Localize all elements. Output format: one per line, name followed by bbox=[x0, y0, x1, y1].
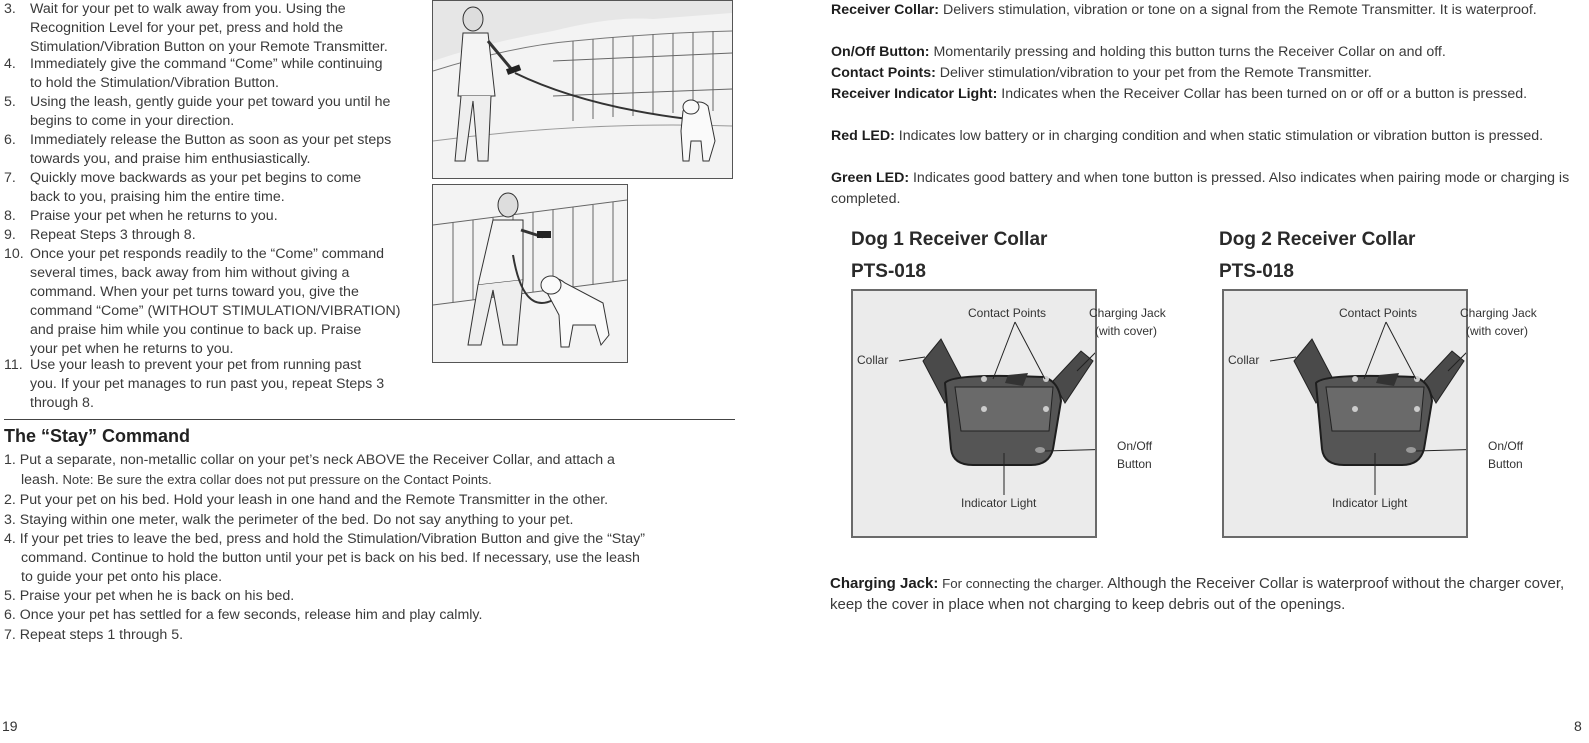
stay-step-line: 4. If your pet tries to leave the bed, press and hold the Stimulation/Vibration Button and give the “Stay” bbox=[4, 531, 645, 547]
step-line: through 8. bbox=[30, 395, 94, 411]
definition-text: Momentarily pressing and holding this button turns the Receiver Collar on and off. bbox=[929, 44, 1446, 60]
step-line: Immediately give the command “Come” while continuing bbox=[30, 56, 383, 72]
step-number: 3. bbox=[4, 1, 16, 17]
stay-step-line: 7. Repeat steps 1 through 5. bbox=[4, 627, 184, 643]
stay-command-heading: The “Stay” Command bbox=[4, 426, 191, 446]
stay-step bbox=[4, 530, 734, 587]
collar-label: Collar bbox=[1228, 353, 1260, 367]
step-number: 8. bbox=[4, 208, 16, 224]
collar-2-model: PTS-018 bbox=[1219, 261, 1294, 282]
definition-item bbox=[831, 126, 1571, 147]
step-line: Stimulation/Vibration Button on your Remote Transmitter. bbox=[30, 39, 388, 55]
on-off-label: On/Off bbox=[1117, 439, 1153, 453]
charging-jack-text: Although the Receiver Collar is waterproof without the charger cover, keep the cover in place when not charging to keep debris out of the openings. bbox=[830, 575, 1565, 613]
page-number-left: 19 bbox=[2, 718, 18, 734]
indicator-light-label: Indicator Light bbox=[961, 496, 1037, 510]
step-item bbox=[4, 131, 391, 169]
step-item bbox=[4, 245, 400, 359]
collar-1-diagram bbox=[851, 289, 1166, 538]
definition-item bbox=[831, 84, 1571, 105]
definition-text: Delivers stimulation, vibration or tone on a signal from the Remote Transmitter. It is waterproof. bbox=[939, 2, 1537, 18]
definition-term: Receiver Indicator Light: bbox=[831, 86, 998, 102]
step-number: 5. bbox=[4, 94, 16, 110]
step-number: 10. bbox=[4, 246, 24, 262]
stay-step-line: 3. Staying within one meter, walk the perimeter of the bed. Do not say anything to your pet. bbox=[4, 512, 574, 528]
illustration-man-praising-dog bbox=[432, 184, 628, 363]
stay-step bbox=[4, 511, 734, 530]
step-number: 9. bbox=[4, 227, 16, 243]
step-line: Once your pet responds readily to the “Come” command bbox=[30, 246, 385, 262]
charging-jack-paragraph bbox=[830, 573, 1570, 615]
step-line: Praise your pet when he returns to you. bbox=[30, 208, 278, 224]
step-line: your pet when he returns to you. bbox=[30, 341, 234, 357]
charging-jack-sub-label: (with cover) bbox=[1095, 324, 1158, 338]
stay-step bbox=[4, 606, 734, 625]
step-line: several times, back away from him without giving a bbox=[30, 265, 350, 281]
charging-jack-sub-label: (with cover) bbox=[1466, 324, 1529, 338]
definition-text: Indicates good battery and when tone button is pressed. Also indicates when pairing mode or charging is completed. bbox=[831, 170, 1570, 207]
step-line: Quickly move backwards as your pet begins to come bbox=[30, 170, 362, 186]
step-number: 11. bbox=[4, 357, 23, 373]
illustration-man-walking-dog bbox=[432, 0, 733, 179]
on-off-label: On/Off bbox=[1488, 439, 1524, 453]
step-number: 7. bbox=[4, 170, 16, 186]
step-line: and praise him while you continue to back up. Praise bbox=[30, 322, 362, 338]
collar-2-title: Dog 2 Receiver Collar bbox=[1219, 229, 1416, 250]
step-line: Wait for your pet to walk away from you. Using the bbox=[30, 1, 346, 17]
definition-text: Deliver stimulation/vibration to your pet from the Remote Transmitter. bbox=[935, 65, 1372, 81]
indicator-light-label: Indicator Light bbox=[1332, 496, 1408, 510]
step-item bbox=[4, 356, 384, 413]
definition-term: Red LED: bbox=[831, 128, 895, 144]
step-item bbox=[4, 0, 388, 57]
collar-1-model: PTS-018 bbox=[851, 261, 926, 282]
page-number-right: 8 bbox=[1574, 718, 1582, 734]
definition-term: On/Off Button: bbox=[831, 44, 930, 60]
collar-1-title: Dog 1 Receiver Collar bbox=[851, 229, 1048, 250]
step-item bbox=[4, 207, 278, 226]
step-line: Recognition Level for your pet, press and hold the bbox=[30, 20, 344, 36]
stay-step-line: command. Continue to hold the button until your pet is back on his bed. If necessary, use the leash bbox=[21, 550, 640, 566]
step-line: command “Come” (WITHOUT STIMULATION/VIBRATION) bbox=[30, 303, 401, 319]
step-line: Immediately release the Button as soon as your pet steps bbox=[30, 132, 392, 148]
collar-label: Collar bbox=[857, 353, 889, 367]
step-line: you. If your pet manages to run past you, repeat Steps 3 bbox=[30, 376, 385, 392]
step-line: Repeat Steps 3 through 8. bbox=[30, 227, 196, 243]
stay-step-line: leash. bbox=[21, 472, 59, 488]
stay-note: Note: Be sure the extra collar does not put pressure on the Contact Points. bbox=[58, 472, 492, 487]
definition-term: Contact Points: bbox=[831, 65, 936, 81]
step-line: Using the leash, gently guide your pet toward you until he bbox=[30, 94, 391, 110]
stay-step-line: 5. Praise your pet when he is back on his bed. bbox=[4, 588, 295, 604]
definition-item bbox=[831, 168, 1571, 210]
step-item bbox=[4, 93, 390, 131]
step-line: begins to come in your direction. bbox=[30, 113, 235, 129]
charging-jack-short: For connecting the charger. bbox=[938, 576, 1104, 591]
step-line: back to you, praising him the entire time. bbox=[30, 189, 285, 205]
definition-item bbox=[831, 42, 1571, 63]
step-number: 4. bbox=[4, 56, 16, 72]
charging-jack-term: Charging Jack: bbox=[830, 575, 939, 592]
definition-text: Indicates low battery or in charging condition and when static stimulation or vibration button is pressed. bbox=[894, 128, 1544, 144]
on-off-sub-label: Button bbox=[1117, 457, 1152, 471]
section-divider bbox=[4, 419, 735, 420]
step-line: Use your leash to prevent your pet from running past bbox=[30, 357, 362, 373]
charging-jack-label: Charging Jack bbox=[1089, 306, 1166, 320]
step-line: command. When your pet turns toward you, give the bbox=[30, 284, 359, 300]
definition-term: Receiver Collar: bbox=[831, 2, 940, 18]
stay-step-continuation bbox=[4, 470, 734, 490]
on-off-sub-label: Button bbox=[1488, 457, 1523, 471]
stay-step-line: 2. Put your pet on his bed. Hold your leash in one hand and the Remote Transmitter in the other. bbox=[4, 492, 609, 508]
stay-step bbox=[4, 587, 734, 606]
contact-points-label: Contact Points bbox=[968, 306, 1047, 320]
contact-points-label: Contact Points bbox=[1339, 306, 1418, 320]
step-line: towards you, and praise him enthusiastically. bbox=[30, 151, 311, 167]
step-number: 6. bbox=[4, 132, 16, 148]
stay-step-line: 1. Put a separate, non-metallic collar on your pet’s neck ABOVE the Receiver Collar, and attach a bbox=[4, 452, 615, 468]
step-line: to hold the Stimulation/Vibration Button. bbox=[30, 75, 279, 91]
definition-text: Indicates when the Receiver Collar has been turned on or off or a button is pressed. bbox=[997, 86, 1528, 102]
definition-item bbox=[831, 0, 1571, 21]
stay-step bbox=[4, 491, 734, 510]
step-item bbox=[4, 226, 196, 245]
stay-step bbox=[4, 626, 734, 645]
step-item bbox=[4, 169, 361, 207]
stay-step-line: 6. Once your pet has settled for a few seconds, release him and play calmly. bbox=[4, 607, 483, 623]
stay-step bbox=[4, 451, 734, 490]
collar-2-diagram bbox=[1222, 289, 1537, 538]
definition-term: Green LED: bbox=[831, 170, 910, 186]
step-item bbox=[4, 55, 382, 93]
stay-step-line: to guide your pet onto his place. bbox=[21, 569, 223, 585]
charging-jack-label: Charging Jack bbox=[1460, 306, 1537, 320]
definition-item bbox=[831, 63, 1571, 84]
